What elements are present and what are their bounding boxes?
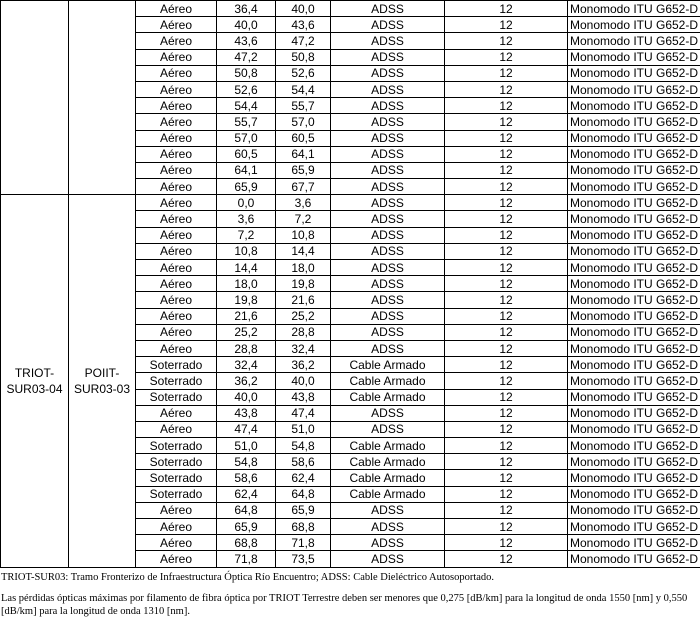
filamentos-cell: 12 (445, 551, 568, 567)
cable-cell: ADSS (331, 17, 445, 33)
tipo-cell: Aéreo (136, 49, 217, 65)
fibra-cell: Monomodo ITU G652-D (568, 454, 700, 470)
km-fin-cell: 51,0 (276, 421, 331, 437)
fibra-cell: Monomodo ITU G652-D (568, 162, 700, 178)
cable-cell: ADSS (331, 49, 445, 65)
filamentos-cell: 12 (445, 421, 568, 437)
km-inicio-cell: 28,8 (217, 340, 276, 356)
km-fin-cell: 50,8 (276, 49, 331, 65)
km-inicio-cell: 43,6 (217, 33, 276, 49)
tipo-cell: Aéreo (136, 179, 217, 195)
km-fin-cell: 73,5 (276, 551, 331, 567)
km-inicio-cell: 60,5 (217, 146, 276, 162)
km-fin-cell: 68,8 (276, 519, 331, 535)
optical-loss-note: Las pérdidas ópticas máximas por filamento de fibra óptica por TRIOT Terrestre deben ser menores que 0,275 [dB/km] para la longitud de onda 1550 [nm] y 0,550 [dB/km] para la longitud de onda 1310 [nm]. (1, 593, 688, 617)
cable-cell: ADSS (331, 65, 445, 81)
km-inicio-cell: 47,2 (217, 49, 276, 65)
tipo-cell: Aéreo (136, 276, 217, 292)
km-inicio-cell: 47,4 (217, 421, 276, 437)
fibra-cell: Monomodo ITU G652-D (568, 389, 700, 405)
fibra-cell: Monomodo ITU G652-D (568, 65, 700, 81)
tipo-cell: Aéreo (136, 33, 217, 49)
tipo-cell: Aéreo (136, 65, 217, 81)
km-fin-cell: 52,6 (276, 65, 331, 81)
cable-cell: ADSS (331, 114, 445, 130)
cable-cell: ADSS (331, 146, 445, 162)
filamentos-cell: 12 (445, 33, 568, 49)
tramo-cell (1, 195, 69, 567)
km-inicio-cell: 51,0 (217, 438, 276, 454)
km-fin-cell: 43,6 (276, 17, 331, 33)
filamentos-cell: 12 (445, 195, 568, 211)
filamentos-cell: 12 (445, 65, 568, 81)
km-fin-cell: 3,6 (276, 195, 331, 211)
filamentos-cell: 12 (445, 454, 568, 470)
cable-cell: ADSS (331, 1, 445, 17)
km-inicio-cell: 64,8 (217, 502, 276, 518)
km-fin-cell: 47,2 (276, 33, 331, 49)
tipo-cell: Aéreo (136, 146, 217, 162)
tramo-cell-line2: SUR03-04 (6, 381, 63, 396)
filamentos-cell: 12 (445, 324, 568, 340)
km-inicio-cell: 68,8 (217, 535, 276, 551)
fibra-cell: Monomodo ITU G652-D (568, 195, 700, 211)
tipo-cell: Soterrado (136, 373, 217, 389)
filamentos-cell: 12 (445, 130, 568, 146)
cable-cell: ADSS (331, 81, 445, 97)
cable-cell: ADSS (331, 502, 445, 518)
filamentos-cell: 12 (445, 292, 568, 308)
cable-cell: ADSS (331, 162, 445, 178)
tipo-cell: Aéreo (136, 195, 217, 211)
fibra-cell: Monomodo ITU G652-D (568, 535, 700, 551)
cable-cell: Cable Armado (331, 486, 445, 502)
km-fin-cell: 65,9 (276, 502, 331, 518)
km-fin-cell: 32,4 (276, 340, 331, 356)
km-inicio-cell: 54,4 (217, 98, 276, 114)
filamentos-cell: 12 (445, 162, 568, 178)
tipo-cell: Aéreo (136, 81, 217, 97)
table-body (1, 1, 700, 568)
tipo-cell: Aéreo (136, 162, 217, 178)
fibra-cell: Monomodo ITU G652-D (568, 243, 700, 259)
fibra-cell: Monomodo ITU G652-D (568, 130, 700, 146)
km-fin-cell: 40,0 (276, 1, 331, 17)
km-fin-cell: 71,8 (276, 535, 331, 551)
tipo-cell: Soterrado (136, 389, 217, 405)
tipo-cell: Aéreo (136, 114, 217, 130)
cable-cell: ADSS (331, 519, 445, 535)
filamentos-cell: 12 (445, 308, 568, 324)
km-fin-cell: 7,2 (276, 211, 331, 227)
km-inicio-cell: 18,0 (217, 276, 276, 292)
km-fin-cell: 18,0 (276, 260, 331, 276)
cable-cell: ADSS (331, 340, 445, 356)
km-inicio-cell: 19,8 (217, 292, 276, 308)
tipo-cell: Aéreo (136, 405, 217, 421)
km-inicio-cell: 43,8 (217, 405, 276, 421)
tipo-cell: Soterrado (136, 357, 217, 373)
km-fin-cell: 36,2 (276, 357, 331, 373)
filamentos-cell: 12 (445, 17, 568, 33)
km-inicio-cell: 7,2 (217, 227, 276, 243)
poiit-cell-line1: POIIT- (84, 365, 120, 380)
poiit-cell-line2: SUR03-03 (73, 381, 131, 396)
cable-cell: ADSS (331, 195, 445, 211)
tipo-cell: Soterrado (136, 438, 217, 454)
fibra-cell: Monomodo ITU G652-D (568, 146, 700, 162)
fibra-cell: Monomodo ITU G652-D (568, 33, 700, 49)
km-inicio-cell: 57,0 (217, 130, 276, 146)
fibra-cell: Monomodo ITU G652-D (568, 421, 700, 437)
filamentos-cell: 12 (445, 98, 568, 114)
fibra-cell: Monomodo ITU G652-D (568, 81, 700, 97)
filamentos-cell: 12 (445, 389, 568, 405)
km-inicio-cell: 58,6 (217, 470, 276, 486)
fibra-cell: Monomodo ITU G652-D (568, 308, 700, 324)
tipo-cell: Aéreo (136, 421, 217, 437)
tipo-cell: Aéreo (136, 308, 217, 324)
tipo-cell: Aéreo (136, 519, 217, 535)
tipo-cell: Soterrado (136, 454, 217, 470)
filamentos-cell: 12 (445, 243, 568, 259)
km-fin-cell: 10,8 (276, 227, 331, 243)
filamentos-cell: 12 (445, 1, 568, 17)
tramo-cell (1, 1, 69, 195)
filamentos-cell: 12 (445, 373, 568, 389)
km-fin-cell: 65,9 (276, 162, 331, 178)
km-inicio-cell: 64,1 (217, 162, 276, 178)
cable-cell: Cable Armado (331, 454, 445, 470)
cable-cell: ADSS (331, 405, 445, 421)
fibra-cell: Monomodo ITU G652-D (568, 49, 700, 65)
km-fin-cell: 25,2 (276, 308, 331, 324)
fibra-cell: Monomodo ITU G652-D (568, 373, 700, 389)
fibra-cell: Monomodo ITU G652-D (568, 502, 700, 518)
km-fin-cell: 14,4 (276, 243, 331, 259)
fibra-cell: Monomodo ITU G652-D (568, 1, 700, 17)
table-row (1, 1, 700, 17)
km-fin-cell: 67,7 (276, 179, 331, 195)
km-fin-cell: 58,6 (276, 454, 331, 470)
km-inicio-cell: 40,0 (217, 389, 276, 405)
filamentos-cell: 12 (445, 276, 568, 292)
tipo-cell: Aéreo (136, 243, 217, 259)
tipo-cell: Soterrado (136, 486, 217, 502)
tipo-cell: Aéreo (136, 1, 217, 17)
km-fin-cell: 57,0 (276, 114, 331, 130)
km-fin-cell: 60,5 (276, 130, 331, 146)
km-fin-cell: 64,1 (276, 146, 331, 162)
filamentos-cell: 12 (445, 179, 568, 195)
km-fin-cell: 54,4 (276, 81, 331, 97)
cable-cell: ADSS (331, 324, 445, 340)
fibra-cell: Monomodo ITU G652-D (568, 438, 700, 454)
km-fin-cell: 40,0 (276, 373, 331, 389)
tipo-cell: Aéreo (136, 292, 217, 308)
fibra-cell: Monomodo ITU G652-D (568, 114, 700, 130)
cable-cell: ADSS (331, 98, 445, 114)
fibra-cell: Monomodo ITU G652-D (568, 324, 700, 340)
km-fin-cell: 19,8 (276, 276, 331, 292)
cable-cell: ADSS (331, 211, 445, 227)
cable-cell: ADSS (331, 535, 445, 551)
km-inicio-cell: 25,2 (217, 324, 276, 340)
poiit-cell (69, 195, 136, 567)
km-inicio-cell: 50,8 (217, 65, 276, 81)
km-fin-cell: 21,6 (276, 292, 331, 308)
cable-cell: Cable Armado (331, 470, 445, 486)
filamentos-cell: 12 (445, 405, 568, 421)
table-row (1, 195, 700, 211)
tipo-cell: Aéreo (136, 227, 217, 243)
cable-cell: Cable Armado (331, 389, 445, 405)
km-inicio-cell: 36,4 (217, 1, 276, 17)
km-fin-cell: 54,8 (276, 438, 331, 454)
km-inicio-cell: 40,0 (217, 17, 276, 33)
tipo-cell: Aéreo (136, 211, 217, 227)
km-fin-cell: 43,8 (276, 389, 331, 405)
filamentos-cell: 12 (445, 357, 568, 373)
poiit-cell (69, 1, 136, 195)
tipo-cell: Aéreo (136, 551, 217, 567)
tipo-cell: Aéreo (136, 340, 217, 356)
fibra-cell: Monomodo ITU G652-D (568, 357, 700, 373)
filamentos-cell: 12 (445, 438, 568, 454)
tipo-cell: Aéreo (136, 130, 217, 146)
km-inicio-cell: 65,9 (217, 519, 276, 535)
km-fin-cell: 62,4 (276, 470, 331, 486)
km-inicio-cell: 0,0 (217, 195, 276, 211)
tipo-cell: Aéreo (136, 535, 217, 551)
fibra-cell: Monomodo ITU G652-D (568, 486, 700, 502)
km-fin-cell: 28,8 (276, 324, 331, 340)
cable-cell: ADSS (331, 292, 445, 308)
km-inicio-cell: 10,8 (217, 243, 276, 259)
cable-cell: ADSS (331, 227, 445, 243)
tramo-cell-line1: TRIOT- (14, 365, 55, 380)
tipo-cell: Soterrado (136, 470, 217, 486)
cable-cell: ADSS (331, 33, 445, 49)
filamentos-cell: 12 (445, 260, 568, 276)
tipo-cell: Aéreo (136, 260, 217, 276)
fibra-cell: Monomodo ITU G652-D (568, 179, 700, 195)
km-inicio-cell: 52,6 (217, 81, 276, 97)
fibra-cell: Monomodo ITU G652-D (568, 98, 700, 114)
km-inicio-cell: 65,9 (217, 179, 276, 195)
filamentos-cell: 12 (445, 470, 568, 486)
km-inicio-cell: 71,8 (217, 551, 276, 567)
filamentos-cell: 12 (445, 114, 568, 130)
cable-cell: ADSS (331, 308, 445, 324)
filamentos-cell: 12 (445, 211, 568, 227)
table-notes (1, 571, 699, 618)
filamentos-cell: 12 (445, 146, 568, 162)
km-fin-cell: 55,7 (276, 98, 331, 114)
fibra-cell: Monomodo ITU G652-D (568, 551, 700, 567)
cable-cell: ADSS (331, 421, 445, 437)
cable-cell: Cable Armado (331, 438, 445, 454)
cable-cell: ADSS (331, 130, 445, 146)
fibra-cell: Monomodo ITU G652-D (568, 211, 700, 227)
cable-cell: ADSS (331, 551, 445, 567)
km-inicio-cell: 21,6 (217, 308, 276, 324)
filamentos-cell: 12 (445, 519, 568, 535)
filamentos-cell: 12 (445, 502, 568, 518)
cable-cell: ADSS (331, 276, 445, 292)
fibra-cell: Monomodo ITU G652-D (568, 405, 700, 421)
cable-cell: Cable Armado (331, 373, 445, 389)
fibra-cell: Monomodo ITU G652-D (568, 227, 700, 243)
cable-cell: ADSS (331, 260, 445, 276)
tipo-cell: Aéreo (136, 98, 217, 114)
km-fin-cell: 47,4 (276, 405, 331, 421)
km-inicio-cell: 32,4 (217, 357, 276, 373)
filamentos-cell: 12 (445, 340, 568, 356)
filamentos-cell: 12 (445, 227, 568, 243)
fibra-cell: Monomodo ITU G652-D (568, 260, 700, 276)
fibra-cell: Monomodo ITU G652-D (568, 17, 700, 33)
km-inicio-cell: 36,2 (217, 373, 276, 389)
filamentos-cell: 12 (445, 81, 568, 97)
km-inicio-cell: 3,6 (217, 211, 276, 227)
fibra-cell: Monomodo ITU G652-D (568, 519, 700, 535)
tipo-cell: Aéreo (136, 17, 217, 33)
km-inicio-cell: 55,7 (217, 114, 276, 130)
cable-cell: ADSS (331, 243, 445, 259)
legend-note: TRIOT-SUR03: Tramo Fronterizo de Infraestructura Óptica Río Encuentro; ADSS: Cable Dieléctrico Autosoportado. (1, 572, 495, 583)
km-inicio-cell: 14,4 (217, 260, 276, 276)
fibra-cell: Monomodo ITU G652-D (568, 470, 700, 486)
cable-cell: Cable Armado (331, 357, 445, 373)
km-inicio-cell: 54,8 (217, 454, 276, 470)
filamentos-cell: 12 (445, 535, 568, 551)
filamentos-cell: 12 (445, 49, 568, 65)
km-fin-cell: 64,8 (276, 486, 331, 502)
fibra-cell: Monomodo ITU G652-D (568, 340, 700, 356)
fibra-cell: Monomodo ITU G652-D (568, 276, 700, 292)
fibra-cell: Monomodo ITU G652-D (568, 292, 700, 308)
cable-cell: ADSS (331, 179, 445, 195)
km-inicio-cell: 62,4 (217, 486, 276, 502)
filamentos-cell: 12 (445, 486, 568, 502)
tipo-cell: Aéreo (136, 324, 217, 340)
tipo-cell: Aéreo (136, 502, 217, 518)
